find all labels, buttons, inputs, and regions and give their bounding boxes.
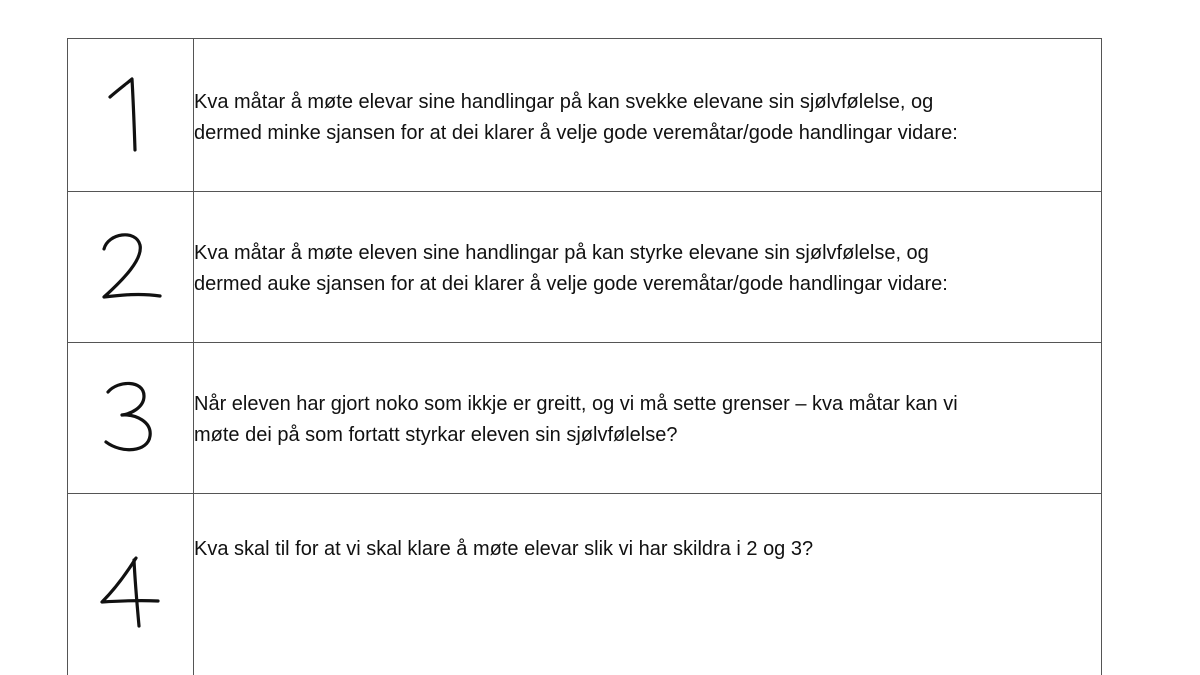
question-text-1: Kva måtar å møte elevar sine handlingar på kan svekke elevane sin sjølvfølelse, og dermed minke sjansen for at dei klarer å velje gode veremåtar/gode handlingar vidare:	[194, 91, 958, 144]
question-number-3	[68, 343, 194, 494]
question-row-2	[68, 192, 1102, 343]
question-number-2	[68, 192, 194, 343]
handwritten-number-4	[96, 552, 166, 632]
question-row-4	[68, 494, 1102, 675]
handwritten-number-2	[96, 227, 166, 307]
question-text-4: Kva skal til for at vi skal klare å møte elevar slik vi har skildra i 2 og 3?	[194, 538, 814, 560]
question-number-4	[68, 494, 194, 675]
handwritten-number-1	[96, 75, 166, 155]
question-text-3: Når eleven har gjort noko som ikkje er greitt, og vi må sette grenser – kva måtar kan vi møte dei på som fortatt styrkar eleven sin sjølvfølelse?	[194, 393, 958, 446]
question-row-3	[68, 343, 1102, 494]
handwritten-number-3	[96, 378, 166, 458]
question-number-1	[68, 39, 194, 192]
question-row-1	[68, 39, 1102, 192]
question-text-2: Kva måtar å møte eleven sine handlingar på kan styrke elevane sin sjølvfølelse, og dermed auke sjansen for at dei klarer å velje gode veremåtar/gode handlingar vidare:	[194, 242, 948, 295]
questions-table	[67, 38, 1102, 675]
